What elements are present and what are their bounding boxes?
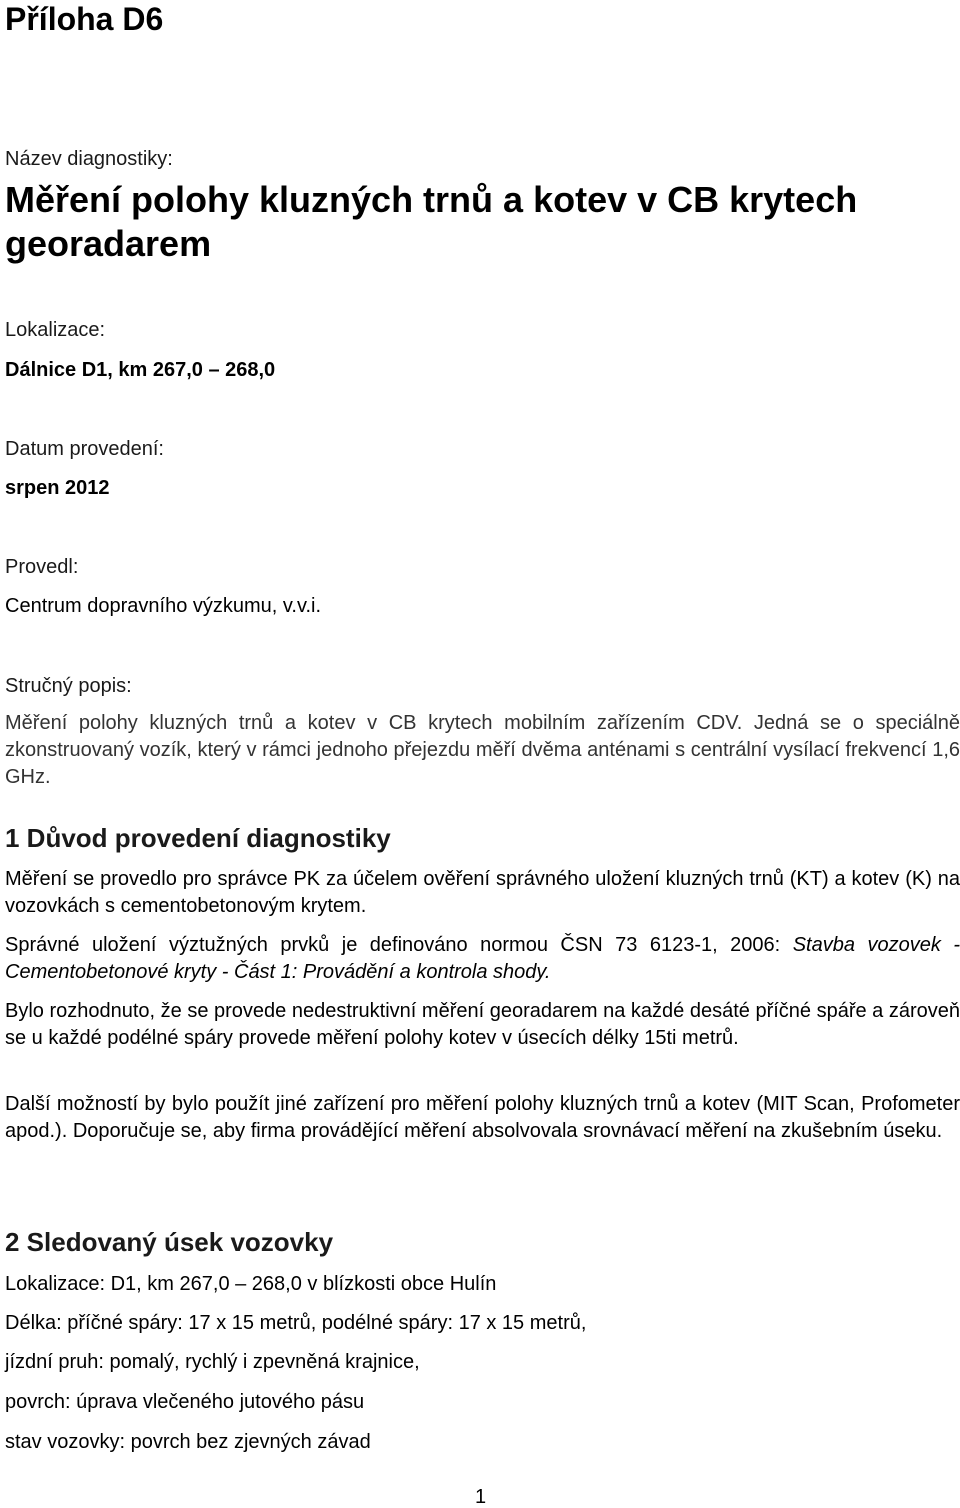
norm-reference-text: Správné uložení výztužných prvků je definováno normou ČSN 73 6123-1, 2006: (5, 934, 793, 956)
appendix-title: Příloha D6 (5, 1, 164, 37)
performed-by-label: Provedl: (5, 556, 79, 578)
section-2-line-length: Délka: příčné spáry: 17 x 15 metrů, podélné spáry: 17 x 15 metrů, (5, 1312, 587, 1334)
summary-text: Měření polohy kluzných trnů a kotev v CB krytech mobilním zařízením CDV. Jedná se o speciálně zkonstruovaný vozík, který v rámci jednoho přejezdu měří dvěma anténami s centrální vysílací frekvencí 1,6 GHz. (5, 712, 960, 788)
section-1-paragraph-2 (5, 932, 960, 986)
date-value: srpen 2012 (5, 477, 110, 499)
location-label: Lokalizace: (5, 319, 106, 341)
performed-by-value: Centrum dopravního výzkumu, v.v.i. (5, 595, 322, 617)
section-1-paragraph-1: Měření se provedlo pro správce PK za účelem ověření správného uložení kluzných trnů (KT) a kotev (K) na vozovkách s cementobetonovým krytem. (5, 868, 960, 917)
section-2-heading: 2 Sledovaný úsek vozovky (5, 1227, 334, 1257)
summary-label: Stručný popis: (5, 675, 132, 697)
page-number: 1 (475, 1486, 487, 1508)
diagnostic-name-title: Měření polohy kluzných trnů a kotev v CB krytech georadarem (5, 179, 858, 264)
diagnostic-name-label: Název diagnostiky: (5, 148, 173, 170)
date-label: Datum provedení: (5, 438, 164, 460)
section-2-line-surface: povrch: úprava vlečeného jutového pásu (5, 1391, 365, 1413)
section-1-heading: 1 Důvod provedení diagnostiky (5, 823, 391, 853)
section-1-paragraph-3: Bylo rozhodnuto, že se provede nedestruktivní měření georadarem na každé desáté příčné spáře a zároveň se u každé podélné spáry provede měření polohy kotev v úsecích délky 15ti metrů. (5, 1000, 960, 1049)
norm-title-text: Stavba vozovek - Cementobetonové kryty - Část 1: Provádění a kontrola shody. (5, 934, 960, 983)
section-2-line-condition: stav vozovky: povrch bez zjevných závad (5, 1431, 371, 1453)
location-value: Dálnice D1, km 267,0 – 268,0 (5, 359, 276, 381)
section-2-line-location: Lokalizace: D1, km 267,0 – 268,0 v blízkosti obce Hulín (5, 1273, 497, 1295)
section-2-line-lane: jízdní pruh: pomalý, rychlý i zpevněná krajnice, (5, 1351, 420, 1373)
section-1-paragraph-4: Další možností by bylo použít jiné zařízení pro měření polohy kluzných trnů a kotev (MIT Scan, Profometer apod.). Doporučuje se, aby firma provádějící měření absolvovala srovnávací měření na zkušebním úseku. (5, 1093, 960, 1142)
